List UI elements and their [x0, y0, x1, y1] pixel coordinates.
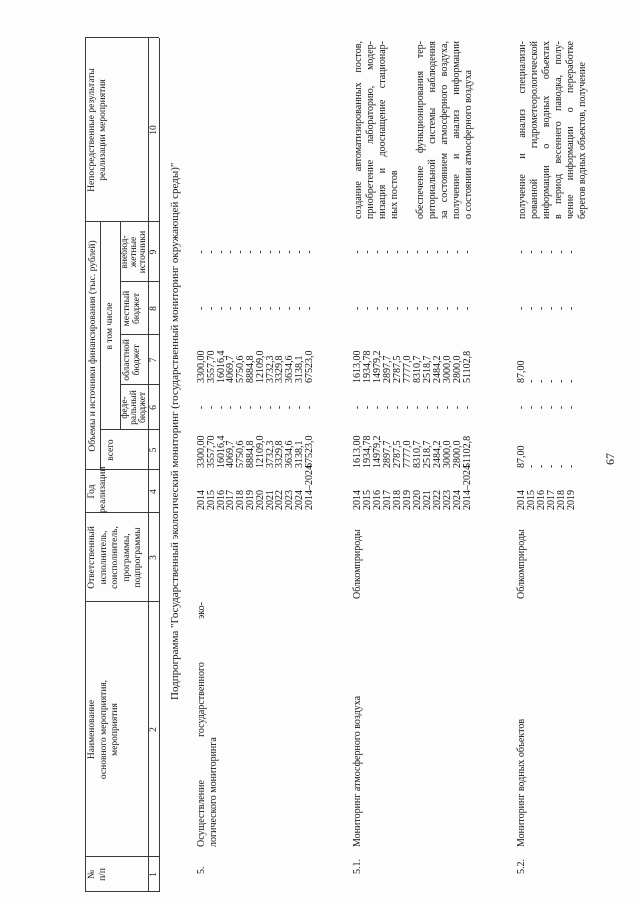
federal-value: -	[245, 405, 256, 410]
local-value: -	[264, 306, 276, 311]
regional-value: 3300,00	[196, 350, 207, 383]
header-responsible-line: Ответственный	[87, 526, 97, 589]
result-text-line: получение и анализ информации	[451, 41, 462, 219]
result-text-line: берегов водных объектов, получение	[577, 62, 588, 219]
year-value: 2018	[556, 490, 567, 510]
header-name-line: мероприятия	[110, 703, 120, 756]
year-value: 2014	[196, 490, 207, 510]
row-name-line: Осуществление государственного эко-	[196, 602, 207, 847]
federal-value: -	[556, 405, 567, 410]
year-value: 2023	[284, 490, 296, 510]
total-value: 3138,1	[294, 440, 305, 468]
result-text-line: о состоянии атмосферного воздуха	[463, 70, 474, 219]
total-value: 3634,6	[284, 440, 296, 468]
total-value: 1613,00	[352, 435, 363, 468]
extrabudgetary-value: -	[196, 250, 207, 254]
regional-value: -	[526, 379, 537, 383]
total-value: -	[546, 464, 557, 468]
local-value: -	[432, 306, 443, 311]
year-value: 2015	[362, 490, 373, 510]
grid-line	[85, 38, 86, 892]
responsible-executor: Облкомприроды	[516, 529, 527, 599]
total-value: 2518,7	[422, 440, 433, 468]
extrabudgetary-value: -	[294, 250, 305, 254]
extrabudgetary-value: -	[245, 250, 256, 254]
total-value: 3732,3	[264, 440, 276, 468]
regional-value: 3138,1	[294, 355, 305, 383]
regional-value: -	[556, 379, 567, 383]
federal-value: -	[566, 405, 577, 410]
header-total: всего	[106, 439, 116, 461]
regional-value: 2484,2	[432, 355, 443, 383]
extrabudgetary-value: -	[412, 250, 423, 254]
year-value: 2019	[566, 490, 577, 510]
header-financing: Объемы и источники финансирования (тыс. рублей)	[88, 240, 98, 452]
grid-line	[159, 38, 160, 892]
header-name	[87, 602, 122, 857]
total-value: 3000,0	[442, 440, 453, 468]
header-regional	[123, 335, 142, 385]
local-value: -	[294, 306, 305, 311]
federal-value: -	[402, 405, 413, 410]
extrabudgetary-value: -	[442, 250, 453, 254]
row-name-line: Мониторинг водных объектов	[516, 718, 527, 847]
total-value: -	[556, 464, 567, 468]
local-value: -	[352, 306, 363, 311]
local-value: -	[422, 306, 433, 311]
regional-value: 51102,8	[462, 350, 473, 383]
regional-value: 3634,6	[284, 355, 296, 383]
header-federal	[121, 385, 148, 430]
result-text-line: низация и дооснащение стационар-	[377, 41, 388, 219]
local-value: -	[235, 306, 247, 311]
extrabudgetary-value: -	[536, 250, 547, 254]
header-year	[87, 466, 109, 513]
header-year-line: Год	[87, 484, 97, 499]
header-local-line: бюджет	[131, 292, 142, 325]
federal-value: -	[546, 405, 557, 410]
result-text-line: получение и анализ специализи-	[517, 41, 528, 219]
year-value: 2024	[294, 490, 305, 510]
extrabudgetary-value: -	[284, 250, 296, 254]
federal-value: -	[235, 405, 247, 410]
subprogram-title: Подпрограмма "Государственный экологический мониторинг (государственный мониторинг окружающей среды)"	[169, 162, 181, 700]
year-value: 2014–2024	[303, 465, 315, 510]
regional-value: 7777,0	[402, 355, 413, 383]
total-value: 2787,5	[392, 440, 403, 468]
row-number: 5.1.	[352, 859, 363, 874]
federal-value: -	[452, 405, 463, 410]
federal-value: -	[352, 405, 363, 410]
extrabudgetary-value: -	[274, 250, 286, 254]
header-name-line: основного мероприятия,	[98, 679, 109, 780]
total-value: 2897,7	[382, 440, 393, 468]
total-value: 87,00	[516, 445, 527, 468]
federal-value: -	[516, 405, 527, 410]
federal-value: -	[462, 405, 473, 410]
regional-value: 2518,7	[422, 355, 433, 383]
extrabudgetary-value: -	[392, 250, 403, 254]
local-value: -	[303, 306, 315, 311]
header-number-line: п/п	[98, 868, 108, 881]
result-text-line: обеспечение функционирования тер-	[415, 41, 426, 219]
column-number: 8	[149, 306, 159, 311]
regional-value: 3000,0	[442, 355, 453, 383]
column-number: 7	[149, 357, 159, 363]
regional-value: 3732,3	[264, 355, 276, 383]
year-value: 2018	[235, 490, 247, 510]
result-text-line: за состоянием атмосферного воздуха,	[439, 41, 450, 219]
header-federal-line: бюджет	[138, 391, 148, 424]
total-value: 5750,6	[235, 440, 247, 468]
year-value: 2016	[215, 490, 227, 510]
regional-value: 3329,8	[274, 355, 286, 383]
federal-value: -	[264, 405, 276, 410]
total-value: 3329,8	[274, 440, 286, 468]
result-text-line: в период весеннего паводка, полу-	[553, 41, 564, 219]
total-value: 16016,4	[215, 435, 227, 468]
extrabudgetary-value: -	[452, 250, 463, 254]
column-number: 3	[149, 555, 159, 560]
federal-value: -	[196, 405, 207, 410]
total-value: 2484,2	[432, 440, 443, 468]
local-value: -	[245, 306, 256, 311]
year-value: 2014	[352, 490, 363, 510]
regional-value: 16016,4	[215, 350, 227, 383]
header-number-line: №	[87, 869, 97, 880]
header-results-line: реализации мероприятия	[98, 79, 108, 181]
regional-value: 14979,2	[372, 350, 383, 383]
extrabudgetary-value: -	[556, 250, 567, 254]
regional-value: 87,00	[516, 360, 527, 383]
year-value: 2014–2024	[462, 465, 473, 510]
column-number: 9	[149, 249, 159, 255]
column-number: 10	[149, 125, 159, 135]
federal-value: -	[284, 405, 296, 410]
total-value: 51102,8	[462, 435, 473, 468]
result-text-line: информации о водных объектах	[541, 41, 552, 219]
total-value: -	[536, 464, 547, 468]
local-value: -	[274, 306, 286, 311]
extrabudgetary-value: -	[372, 250, 383, 254]
year-value: 2016	[372, 490, 383, 510]
local-value: -	[546, 306, 557, 311]
column-number: 4	[149, 489, 159, 494]
regional-value: 1613,00	[352, 350, 363, 383]
header-results	[87, 38, 109, 222]
year-value: 2022	[274, 490, 286, 510]
total-value: 1934,78	[362, 435, 373, 468]
result-text-line: риториальной системы наблюдения	[427, 41, 438, 219]
extrabudgetary-value: -	[432, 250, 443, 254]
header-regional-line: областной	[122, 339, 132, 381]
federal-value: -	[205, 405, 217, 410]
total-value: 4069,7	[225, 440, 237, 468]
extrabudgetary-value: -	[205, 250, 217, 254]
federal-value: -	[536, 405, 547, 410]
total-value: -	[526, 464, 537, 468]
federal-value: -	[372, 405, 383, 410]
header-responsible-line: подпрограммы	[133, 527, 143, 588]
total-value: 3557,70	[205, 435, 217, 468]
extrabudgetary-value: -	[516, 250, 527, 254]
local-value: -	[412, 306, 423, 311]
local-value: -	[372, 306, 383, 311]
local-value: -	[215, 306, 227, 311]
result-text-line: чение информации о переработке	[565, 41, 576, 219]
result-text-line: приобретение лабораторию, модер-	[365, 41, 376, 219]
federal-value: -	[422, 405, 433, 410]
year-value: 2022	[432, 490, 443, 510]
extrabudgetary-value: -	[352, 250, 363, 254]
regional-value: -	[546, 379, 557, 383]
regional-value: 5750,6	[235, 355, 247, 383]
header-responsible	[87, 513, 145, 602]
total-value: 67523,0	[303, 435, 315, 468]
total-value: 14979,2	[372, 435, 383, 468]
extrabudgetary-value: -	[235, 250, 247, 254]
local-value: -	[284, 306, 296, 311]
header-year-line: реализации	[98, 466, 108, 513]
regional-value: -	[536, 379, 547, 383]
year-value: 2015	[205, 490, 217, 510]
extrabudgetary-value: -	[303, 250, 315, 254]
regional-value: 1934,78	[362, 350, 373, 383]
total-value: 12109,0	[254, 435, 266, 468]
extrabudgetary-value: -	[546, 250, 557, 254]
total-value: -	[566, 464, 577, 468]
extrabudgetary-value: -	[462, 250, 473, 254]
result-text-line: создание автоматизированных постов,	[353, 41, 364, 219]
local-value: -	[442, 306, 453, 311]
federal-value: -	[362, 405, 373, 410]
year-value: 2020	[254, 490, 266, 510]
year-value: 2017	[382, 490, 393, 510]
year-value: 2014	[516, 490, 527, 510]
total-value: 8310,7	[412, 440, 423, 468]
result-text-line: ных постов	[389, 170, 400, 219]
regional-value: 2897,7	[382, 355, 393, 383]
year-value: 2015	[526, 490, 537, 510]
total-value: 8884,8	[245, 440, 256, 468]
year-value: 2020	[412, 490, 423, 510]
local-value: -	[536, 306, 547, 311]
header-responsible-line: исполнитель,	[98, 530, 109, 585]
header-results-line: Непосредственные результаты	[87, 68, 97, 192]
regional-value: 67523,0	[303, 350, 315, 383]
header-extrabudgetary-line: жетные	[129, 236, 139, 268]
year-value: 2021	[422, 490, 433, 510]
total-value: 2800,0	[452, 440, 463, 468]
grid-line	[100, 222, 101, 470]
extrabudgetary-value: -	[215, 250, 227, 254]
local-value: -	[254, 306, 266, 311]
extrabudgetary-value: -	[382, 250, 393, 254]
header-federal-line: ральный	[129, 390, 139, 425]
federal-value: -	[215, 405, 227, 410]
federal-value: -	[225, 405, 237, 410]
extrabudgetary-value: -	[362, 250, 373, 254]
row-name-line: Мониторинг атмосферного воздуха	[352, 695, 363, 847]
federal-value: -	[303, 405, 315, 410]
local-value: -	[225, 306, 237, 311]
year-value: 2018	[392, 490, 403, 510]
regional-value: 12109,0	[254, 350, 266, 383]
local-value: -	[382, 306, 393, 311]
regional-value: 8310,7	[412, 355, 423, 383]
regional-value: 2787,5	[392, 355, 403, 383]
extrabudgetary-value: -	[422, 250, 433, 254]
header-local-line: местный	[122, 290, 132, 327]
extrabudgetary-value: -	[225, 250, 237, 254]
row-name-line: логического мониторинга	[208, 737, 219, 847]
column-number: 5	[149, 447, 159, 453]
local-value: -	[566, 306, 577, 311]
column-number: 1	[149, 872, 159, 877]
year-value: 2017	[546, 490, 557, 510]
header-name-line: Наименование	[87, 699, 97, 760]
federal-value: -	[432, 405, 443, 410]
header-extrabudgetary-line: внебюд-	[120, 235, 130, 269]
header-responsible-line: соисполнитель,	[110, 526, 120, 589]
row-number: 5.2.	[516, 859, 527, 874]
total-value: 7777,0	[402, 440, 413, 468]
federal-value: -	[526, 405, 537, 410]
header-including: в том числе	[105, 302, 115, 350]
row-number: 5.	[196, 866, 207, 874]
federal-value: -	[294, 405, 305, 410]
federal-value: -	[274, 405, 286, 410]
page-number: 67	[603, 453, 617, 465]
responsible-executor: Облкомприроды	[352, 529, 363, 599]
regional-value: -	[566, 379, 577, 383]
column-number: 6	[149, 405, 159, 410]
header-number	[87, 857, 109, 892]
extrabudgetary-value: -	[402, 250, 413, 254]
federal-value: -	[254, 405, 266, 410]
regional-value: 2800,0	[452, 355, 463, 383]
header-extrabudgetary-line: источники	[138, 230, 148, 274]
year-value: 2019	[402, 490, 413, 510]
header-extrabudgetary	[121, 222, 148, 282]
local-value: -	[462, 306, 473, 311]
local-value: -	[556, 306, 567, 311]
local-value: -	[205, 306, 217, 311]
federal-value: -	[412, 405, 423, 410]
year-value: 2016	[536, 490, 547, 510]
extrabudgetary-value: -	[526, 250, 537, 254]
result-text-line: рованной гидрометеорологической	[529, 41, 540, 219]
header-federal-line: феде-	[120, 396, 130, 419]
year-value: 2024	[452, 490, 463, 510]
header-regional-line: бюджет	[131, 344, 142, 376]
local-value: -	[516, 306, 527, 311]
regional-value: 8884,8	[245, 355, 256, 383]
column-number: 2	[149, 727, 159, 732]
regional-value: 4069,7	[225, 355, 237, 383]
year-value: 2021	[264, 490, 276, 510]
federal-value: -	[382, 405, 393, 410]
year-value: 2017	[225, 490, 237, 510]
federal-value: -	[442, 405, 453, 410]
extrabudgetary-value: -	[264, 250, 276, 254]
local-value: -	[526, 306, 537, 311]
total-value: 3300,00	[196, 435, 207, 468]
year-value: 2023	[442, 490, 453, 510]
extrabudgetary-value: -	[566, 250, 577, 254]
federal-value: -	[392, 405, 403, 410]
local-value: -	[452, 306, 463, 311]
local-value: -	[196, 306, 207, 311]
header-responsible-line: программы,	[121, 533, 132, 582]
regional-value: 3557,70	[205, 350, 217, 383]
local-value: -	[402, 306, 413, 311]
header-local	[123, 282, 142, 335]
year-value: 2019	[245, 490, 256, 510]
local-value: -	[362, 306, 373, 311]
extrabudgetary-value: -	[254, 250, 266, 254]
local-value: -	[392, 306, 403, 311]
